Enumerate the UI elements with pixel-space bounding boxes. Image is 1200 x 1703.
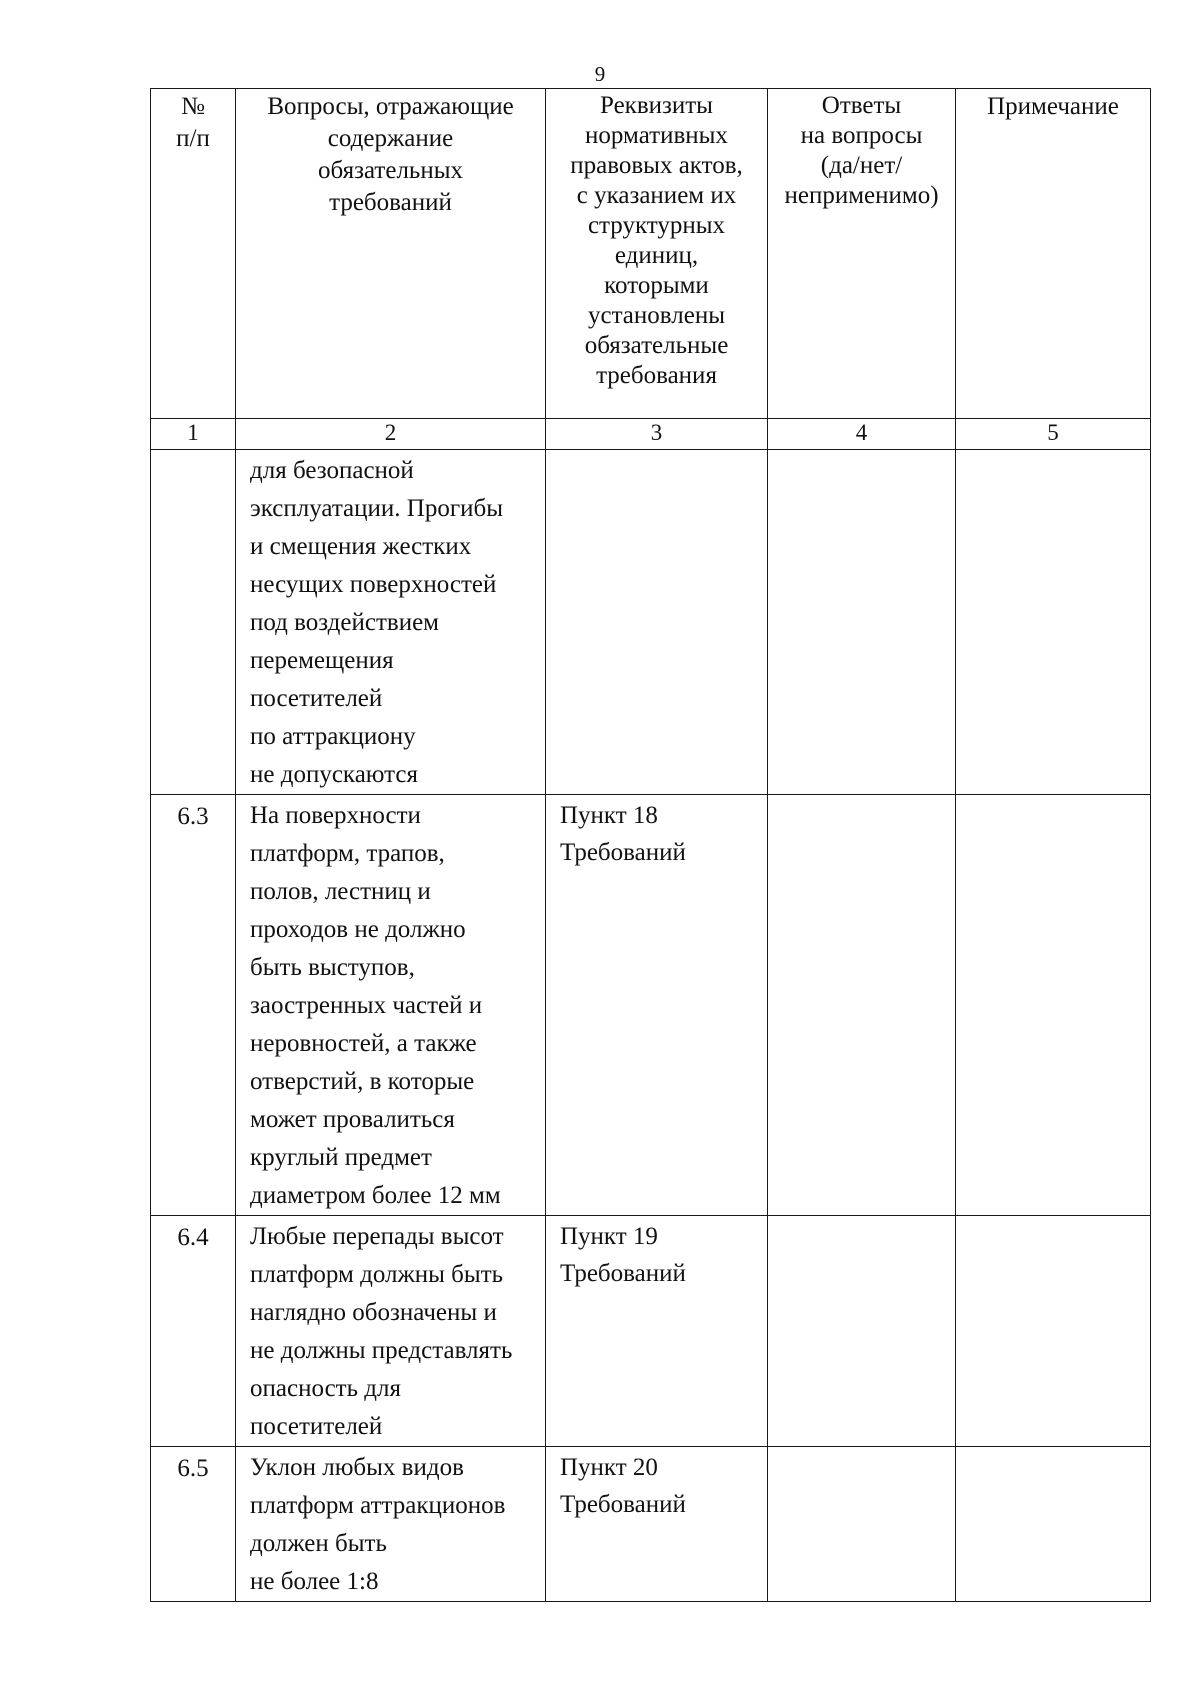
question-line: под воздействием xyxy=(250,609,440,636)
question-line: и смещения жестких xyxy=(250,533,472,560)
requisite-line: Требований xyxy=(560,1491,686,1518)
header-text: установлены xyxy=(587,302,726,329)
requisite-line: Пункт 20 xyxy=(560,1454,658,1481)
header-text: п/п xyxy=(176,125,210,152)
question-line: На поверхности xyxy=(250,802,421,829)
question-line: наглядно обозначены и xyxy=(250,1299,497,1326)
header-text: неприменимо) xyxy=(784,182,939,209)
table-row xyxy=(151,795,1151,1216)
requisite-line: Пункт 19 xyxy=(560,1223,658,1250)
question-line: опасность для xyxy=(250,1375,401,1402)
row-note xyxy=(956,1447,1151,1602)
table-row xyxy=(151,1447,1151,1602)
row-answer xyxy=(768,450,956,795)
column-index: 5 xyxy=(956,419,1151,450)
question-line: неровностей, а также xyxy=(250,1030,477,1057)
header-text: обязательные xyxy=(584,332,729,359)
row-question xyxy=(236,1447,546,1602)
question-line: посетителей xyxy=(250,685,383,712)
question-line: для безопасной xyxy=(250,457,414,484)
header-text: требований xyxy=(329,189,452,216)
question-line: Любые перепады высот xyxy=(250,1223,504,1250)
header-answers xyxy=(768,89,956,419)
requirements-table xyxy=(150,88,1151,1602)
question-line: диаметром более 12 мм xyxy=(250,1182,501,1209)
header-number xyxy=(151,89,236,419)
row-answer xyxy=(768,1447,956,1602)
column-index-row xyxy=(151,419,1151,450)
header-text: структурных xyxy=(587,212,726,239)
question-line: Уклон любых видов xyxy=(250,1454,464,1481)
requisite-line: Требований xyxy=(560,1260,686,1287)
table-row xyxy=(151,1216,1151,1447)
header-requisites xyxy=(546,89,768,419)
row-question xyxy=(236,795,546,1216)
question-line: платформ аттракционов xyxy=(250,1492,506,1519)
question-line: посетителей xyxy=(250,1413,383,1440)
row-answer xyxy=(768,1216,956,1447)
question-line: несущих поверхностей xyxy=(250,571,497,598)
question-line: должен быть xyxy=(250,1530,387,1557)
row-number: 6.5 xyxy=(151,1447,236,1602)
question-line: полов, лестниц и xyxy=(250,878,431,905)
header-questions xyxy=(236,89,546,419)
header-text: с указанием их xyxy=(576,182,737,209)
header-text: Ответы xyxy=(821,92,902,119)
requisite-line: Пункт 18 xyxy=(560,802,658,829)
header-text: правовых актов, xyxy=(570,152,743,179)
row-requisites xyxy=(546,795,768,1216)
question-line: платформ должны быть xyxy=(250,1261,504,1288)
header-text: Вопросы, отражающие xyxy=(267,93,514,120)
question-line: не допускаются xyxy=(250,761,418,788)
row-note xyxy=(956,795,1151,1216)
question-line: круглый предмет xyxy=(250,1144,432,1171)
row-note xyxy=(956,1216,1151,1447)
header-text: единиц, xyxy=(614,242,699,269)
question-line: проходов не должно xyxy=(250,916,466,943)
page-number: 9 xyxy=(594,62,606,86)
question-line: перемещения xyxy=(250,647,394,674)
question-line: отверстий, в которые xyxy=(250,1068,475,1095)
requisite-line: Требований xyxy=(560,839,686,866)
header-text: № xyxy=(181,93,205,120)
question-line: эксплуатации. Прогибы xyxy=(250,495,503,522)
question-line: быть выступов, xyxy=(250,954,415,981)
header-text: Примечание xyxy=(987,93,1119,120)
header-text: нормативных xyxy=(585,122,728,149)
table-row xyxy=(151,450,1151,795)
question-line: платформ, трапов, xyxy=(250,840,445,867)
column-index: 1 xyxy=(151,419,236,450)
row-question xyxy=(236,1216,546,1447)
row-number: 6.3 xyxy=(151,795,236,1216)
table-header-row xyxy=(151,89,1151,419)
question-line: по аттракциону xyxy=(250,723,416,750)
header-text: на вопросы xyxy=(800,122,923,149)
header-text: содержание xyxy=(327,125,454,152)
column-index: 4 xyxy=(768,419,956,450)
row-question xyxy=(236,450,546,795)
column-index: 3 xyxy=(546,419,768,450)
row-requisites xyxy=(546,450,768,795)
question-line: не должны представлять xyxy=(250,1337,513,1364)
question-line: заостренных частей и xyxy=(250,992,483,1019)
header-note xyxy=(956,89,1151,419)
header-text: (да/нет/ xyxy=(820,152,903,179)
row-number: 6.4 xyxy=(151,1216,236,1447)
column-index: 2 xyxy=(236,419,546,450)
header-text: обязательных xyxy=(318,157,463,184)
row-answer xyxy=(768,795,956,1216)
question-line: может провалиться xyxy=(250,1106,455,1133)
header-text: Реквизиты xyxy=(600,92,713,119)
header-text: требования xyxy=(596,362,717,389)
row-number xyxy=(151,450,236,795)
row-note xyxy=(956,450,1151,795)
row-requisites xyxy=(546,1216,768,1447)
row-requisites xyxy=(546,1447,768,1602)
header-text: которыми xyxy=(604,272,709,299)
question-line: не более 1:8 xyxy=(250,1568,379,1595)
